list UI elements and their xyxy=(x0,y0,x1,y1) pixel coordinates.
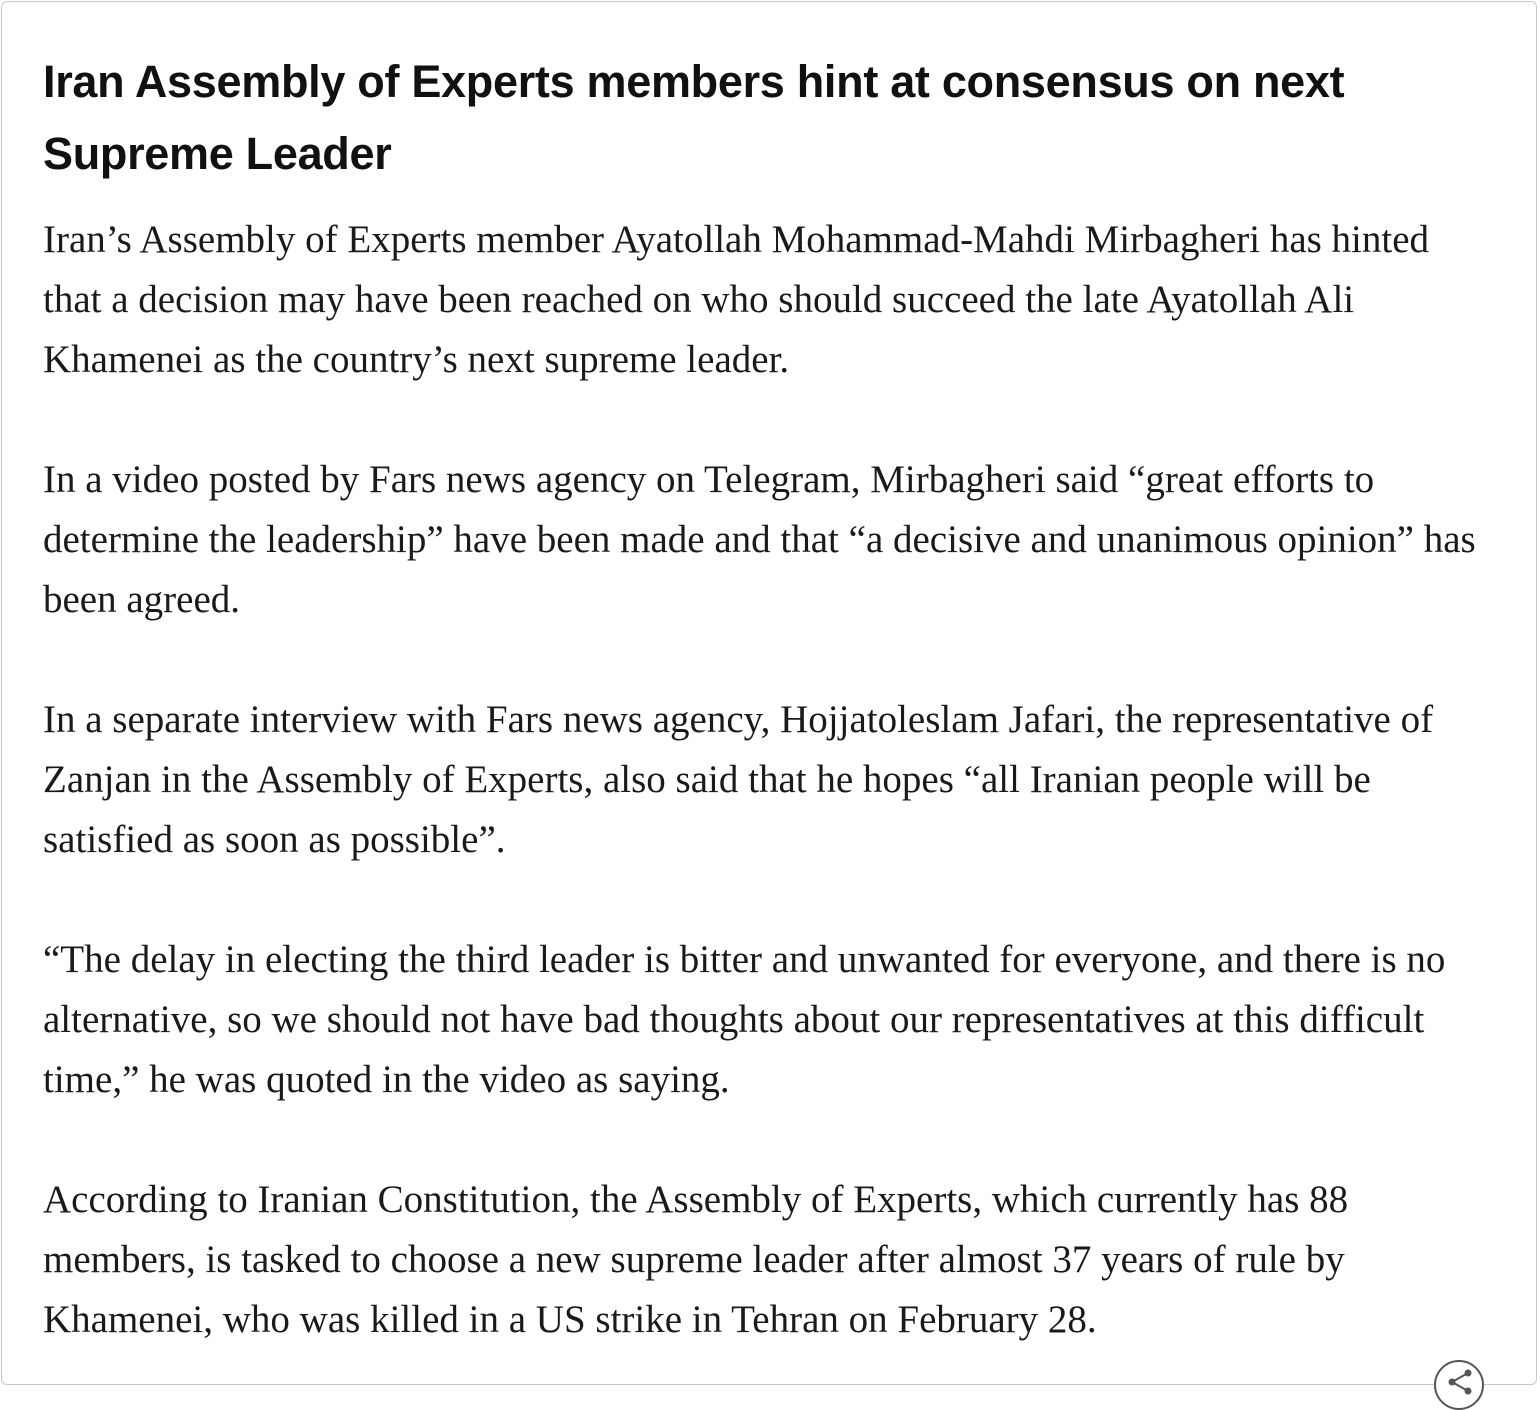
article-card xyxy=(1,1,1537,1385)
article-headline: Iran Assembly of Experts members hint at consensus on next Supreme Leader xyxy=(43,56,1345,179)
article-paragraph-5: According to Iranian Constitution, the Assembly of Experts, which currently has 88 members, is tasked to choose a new supreme leader after almost 37 years of rule by Khamenei, who was killed in a US strike in Tehran on February 28. xyxy=(43,1178,1349,1341)
share-button[interactable] xyxy=(1434,1360,1484,1410)
article-paragraph-1: Iran’s Assembly of Experts member Ayatollah Mohammad-Mahdi Mirbagheri has hinted that a decision may have been reached on who should succeed the late Ayatollah Ali Khamenei as the country’s next supreme leader. xyxy=(43,218,1430,381)
article-body xyxy=(43,210,1493,1350)
article-paragraph-4: “The delay in electing the third leader is bitter and unwanted for everyone, and there is no alternative, so we should not have bad thoughts about our representatives at this difficult time,” he was quoted in the video as saying. xyxy=(43,938,1446,1101)
article-paragraph-3: In a separate interview with Fars news agency, Hojjatoleslam Jafari, the representative of Zanjan in the Assembly of Experts, also said that he hopes “all Iranian people will be satisfied as soon as possible”. xyxy=(43,698,1434,861)
article-paragraph-2: In a video posted by Fars news agency on Telegram, Mirbagheri said “great efforts to determine the leadership” have been made and that “a decisive and unanimous opinion” has been agreed. xyxy=(43,458,1476,621)
